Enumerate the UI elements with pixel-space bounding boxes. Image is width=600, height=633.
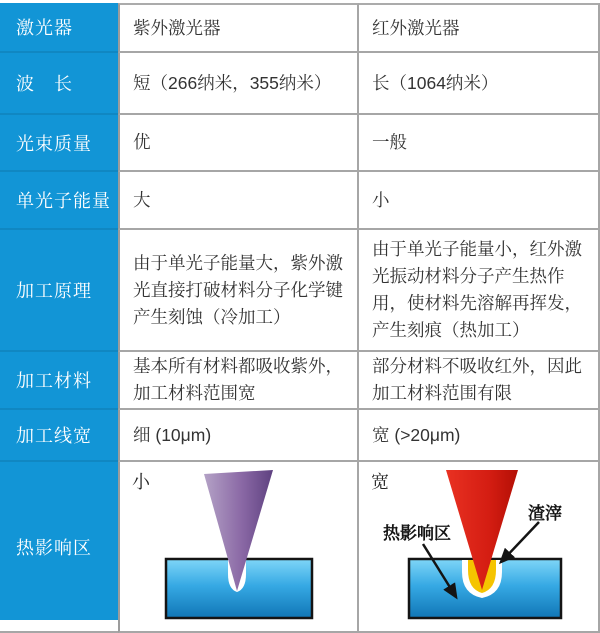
cell-text: 短（266纳米，355纳米）: [133, 72, 332, 93]
row-header-line-width: [0, 410, 118, 462]
row-header-heat-affected-zone: [0, 462, 118, 633]
row-header-label: 热影响区: [16, 537, 92, 558]
row-header-photon-energy: [0, 172, 118, 230]
row-header-laser-type: [0, 3, 118, 53]
row-header-wavelength: [0, 53, 118, 115]
uv-line-width-cell: [118, 410, 359, 462]
row-header-label: 加工原理: [16, 281, 92, 301]
cell-text: 部分材料不吸收红外，因此加工材料范围有限: [372, 356, 582, 403]
row-header-label: 波 长: [16, 74, 73, 94]
ir-beam-quality-cell: [359, 115, 600, 172]
ir-size-label: 宽: [371, 472, 389, 492]
ir-heat-zone-diagram: [359, 462, 600, 633]
cell-text: 优: [133, 132, 151, 152]
ir-line-width-cell: [359, 410, 600, 462]
uv-laser-cell: [118, 3, 359, 53]
cell-text: 由于单光子能量小，红外激光振动材料分子产生热作用，使材料先溶解再挥发，产生刻痕（热加工）: [372, 239, 582, 340]
cell-text: 细 (10μm): [133, 424, 212, 445]
cell-text: 紫外激光器: [133, 17, 221, 38]
row-header-process-materials: [0, 352, 118, 410]
uv-size-label: 小: [132, 472, 150, 492]
uv-diagram-svg: [120, 462, 357, 631]
uv-beam-quality-cell: [118, 115, 359, 172]
row-header-label: 单光子能量: [16, 191, 111, 211]
row-header-label: 激光器: [16, 18, 73, 38]
ir-diagram-svg: [359, 462, 598, 631]
row-header-process-principle: [0, 230, 118, 352]
cell-text: 大: [133, 189, 151, 210]
cell-text: 由于单光子能量大，紫外激光直接打破材料分子化学键产生刻蚀（冷加工）: [133, 252, 343, 327]
cell-text: 基本所有材料都吸收紫外，加工材料范围宽: [133, 356, 343, 403]
row-header-label: 加工材料: [16, 371, 92, 391]
ir-process-principle-cell: [359, 230, 600, 352]
cell-text: 红外激光器: [372, 17, 460, 38]
uv-process-principle-cell: [118, 230, 359, 352]
uv-wavelength-cell: [118, 53, 359, 115]
uv-process-materials-cell: [118, 352, 359, 410]
ir-photon-energy-cell: [359, 172, 600, 230]
ir-laser-cell: [359, 3, 600, 53]
row-header-beam-quality: [0, 115, 118, 172]
slag-annotation: 渣滓: [528, 504, 562, 523]
cell-text: 一般: [372, 132, 407, 152]
cell-text: 小: [372, 189, 390, 210]
uv-heat-zone-diagram: [118, 462, 359, 633]
cell-text: 长（1064纳米）: [372, 72, 499, 93]
ir-process-materials-cell: [359, 352, 600, 410]
slag-arrow: [501, 522, 539, 562]
ir-wavelength-cell: [359, 53, 600, 115]
heat-zone-annotation: 热影响区: [383, 524, 451, 543]
row-header-label: 加工线宽: [16, 426, 92, 446]
cell-text: 宽 (>20μm): [372, 424, 461, 445]
uv-photon-energy-cell: [118, 172, 359, 230]
row-header-label: 光束质量: [16, 133, 92, 154]
